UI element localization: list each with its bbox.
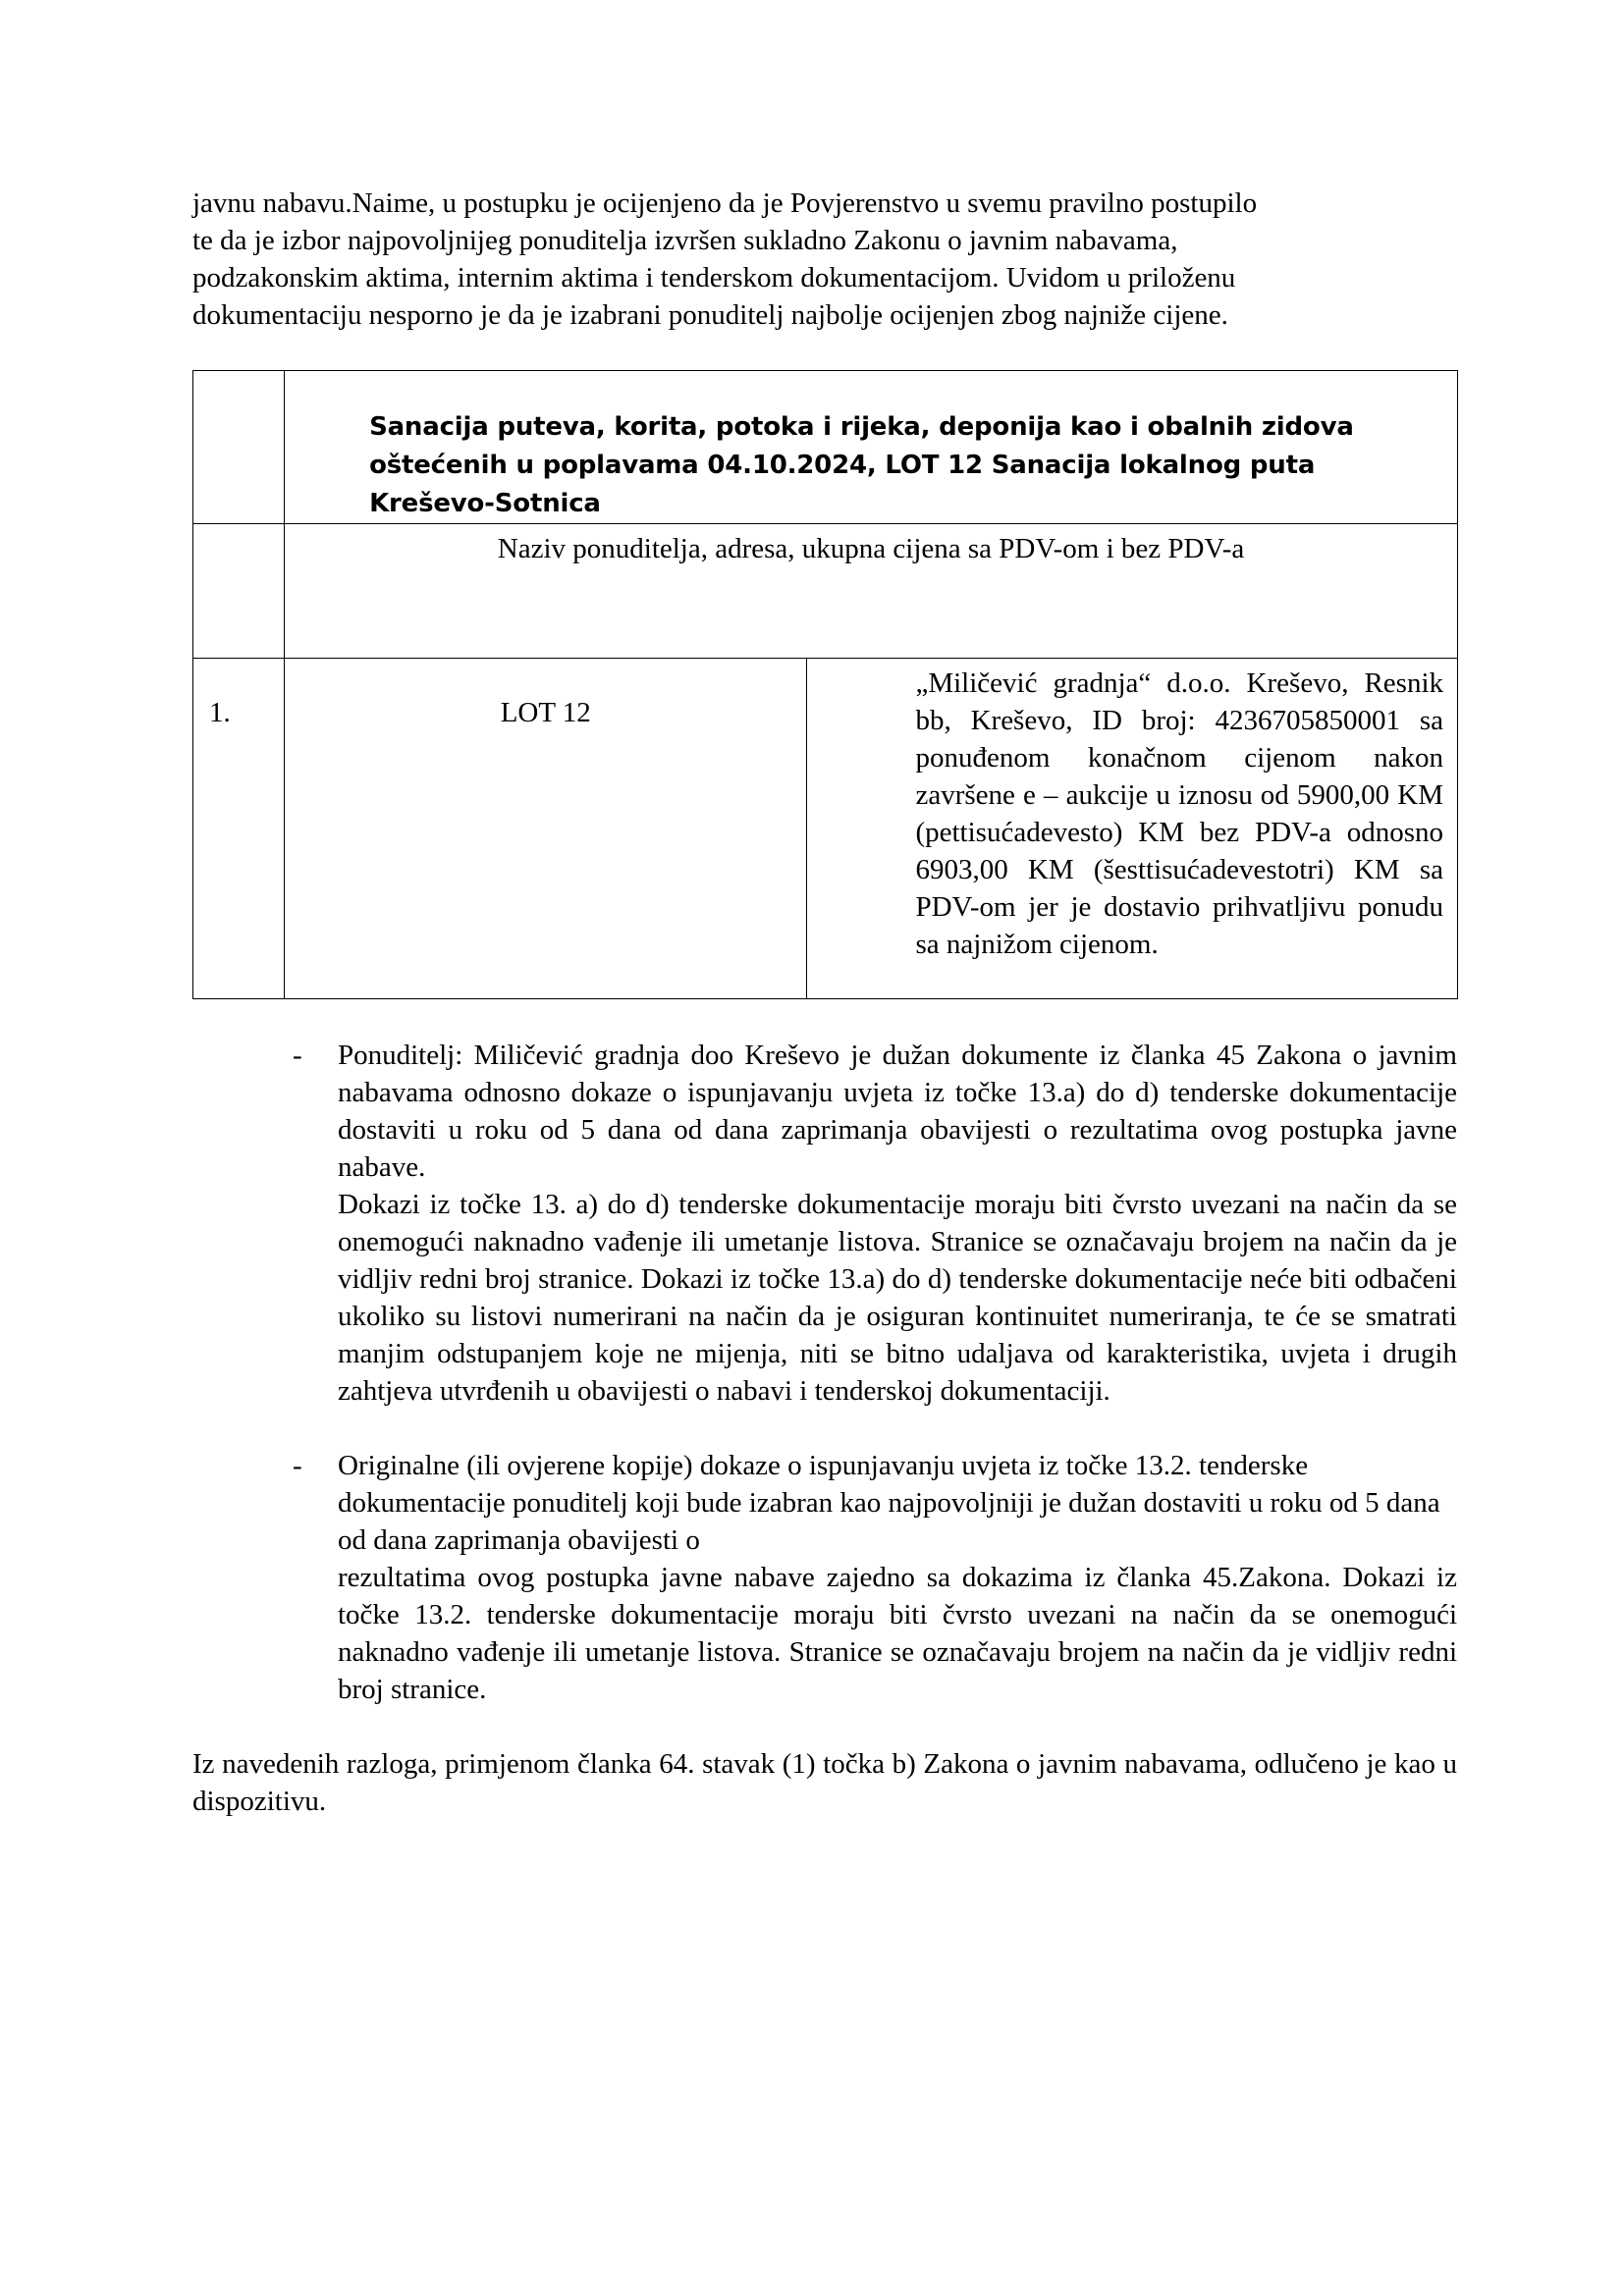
table-title: Sanacija puteva, korita, potoka i rijeka, deponija kao i obalnih zidova oštećenih u poplavama 04.10.2024, LOT 12 Sanacija lokalnog puta Kreševo-Sotnica [369, 412, 1354, 518]
bullet-item [192, 1447, 1457, 1708]
row-description: „Miličević gradnja“ d.o.o. Kreševo, Resnik bb, Kreševo, ID broj: 4236705850001 sa ponuđenom konačnom cijenom nakon završene e – aukcije u iznosu od 5900,00 KM (pettisućadevesto) KM bez PDV-a odnosno 6903,00 KM (šesttisućadevestotri) KM sa PDV-om jer je dostavio prihvatljivu ponudu sa najnižom cijenom. [807, 659, 1458, 999]
bullet-dash: - [293, 1040, 302, 1071]
intro-line: te da je izbor najpovoljnijeg ponuditelja izvršen sukladno Zakonu o javnim nabavama, [192, 225, 1178, 256]
table-header-row [193, 524, 1458, 659]
row-number: 1. [193, 659, 285, 999]
intro-line: dokumentaciju nesporno je da je izabrani ponuditelj najbolje ocijenjen zbog najniže cijene. [192, 299, 1228, 331]
table-title-cell [285, 371, 1458, 524]
table-title-row [193, 371, 1458, 524]
bullet-item [192, 1037, 1457, 1410]
intro-line: podzakonskim aktima, internim aktima i tenderskom dokumentacijom. Uvidom u priloženu [192, 262, 1236, 294]
bullet-paragraph: Originalne (ili ovjerene kopije) dokaze o ispunjavanju uvjeta iz točke 13.2. tenderske dokumentacije ponuditelj koji bude izabran kao najpovoljniji je dužan dostaviti u roku od 5 dana od dana zaprimanja obavijesti o [338, 1450, 1440, 1556]
table-empty-cell [193, 524, 285, 659]
row-lot: LOT 12 [285, 659, 807, 999]
intro-paragraph [192, 185, 1457, 334]
document-page [192, 185, 1457, 1820]
bullet-dash: - [293, 1450, 302, 1481]
table-empty-cell [193, 371, 285, 524]
bullet-list [192, 1037, 1457, 1708]
table-header: Naziv ponuditelja, adresa, ukupna cijena sa PDV-om i bez PDV-a [285, 524, 1458, 659]
conclusion-paragraph: Iz navedenih razloga, primjenom članka 64. stavak (1) točka b) Zakona o javnim nabavama, odlučeno je kao u dispozitivu. [192, 1748, 1457, 1817]
bullet-paragraph: Ponuditelj: Miličević gradnja doo Kreševo je dužan dokumente iz članka 45 Zakona o javnim nabavama odnosno dokaze o ispunjavanju uvjeta iz točke 13.a) do d) tenderske dokumentacije dostaviti u roku od 5 dana od dana zaprimanja obavijesti o rezultatima ovog postupka javne nabave. [338, 1040, 1457, 1183]
bidders-table [192, 370, 1458, 999]
intro-line: javnu nabavu.Naime, u postupku je ocijenjeno da je Povjerenstvo u svemu pravilno postupilo [192, 187, 1258, 219]
bullet-paragraph: rezultatima ovog postupka javne nabave zajedno sa dokazima iz članka 45.Zakona. Dokazi iz točke 13.2. tenderske dokumentacije moraju biti čvrsto uvezani na način da se onemogući naknadno vađenje ili umetanje listova. Stranice se označavaju brojem na način da je vidljiv redni broj stranice. [338, 1562, 1457, 1705]
table-row [193, 659, 1458, 999]
bullet-paragraph: Dokazi iz točke 13. a) do d) tenderske dokumentacije moraju biti čvrsto uvezani na način da se onemogući naknadno vađenje ili umetanje listova. Stranice se označavaju brojem na način da je vidljiv redni broj stranice. Dokazi iz točke 13.a) do d) tenderske dokumentacije neće biti odbačeni ukoliko su listovi numerirani na način da je osiguran kontinuitet numeriranja, te će se smatrati manjim odstupanjem koje ne mijenja, niti se bitno udaljava od karakteristika, uvjeta i drugih zahtjeva utvrđenih u obavijesti o nabavi i tenderskoj dokumentaciji. [338, 1189, 1457, 1407]
